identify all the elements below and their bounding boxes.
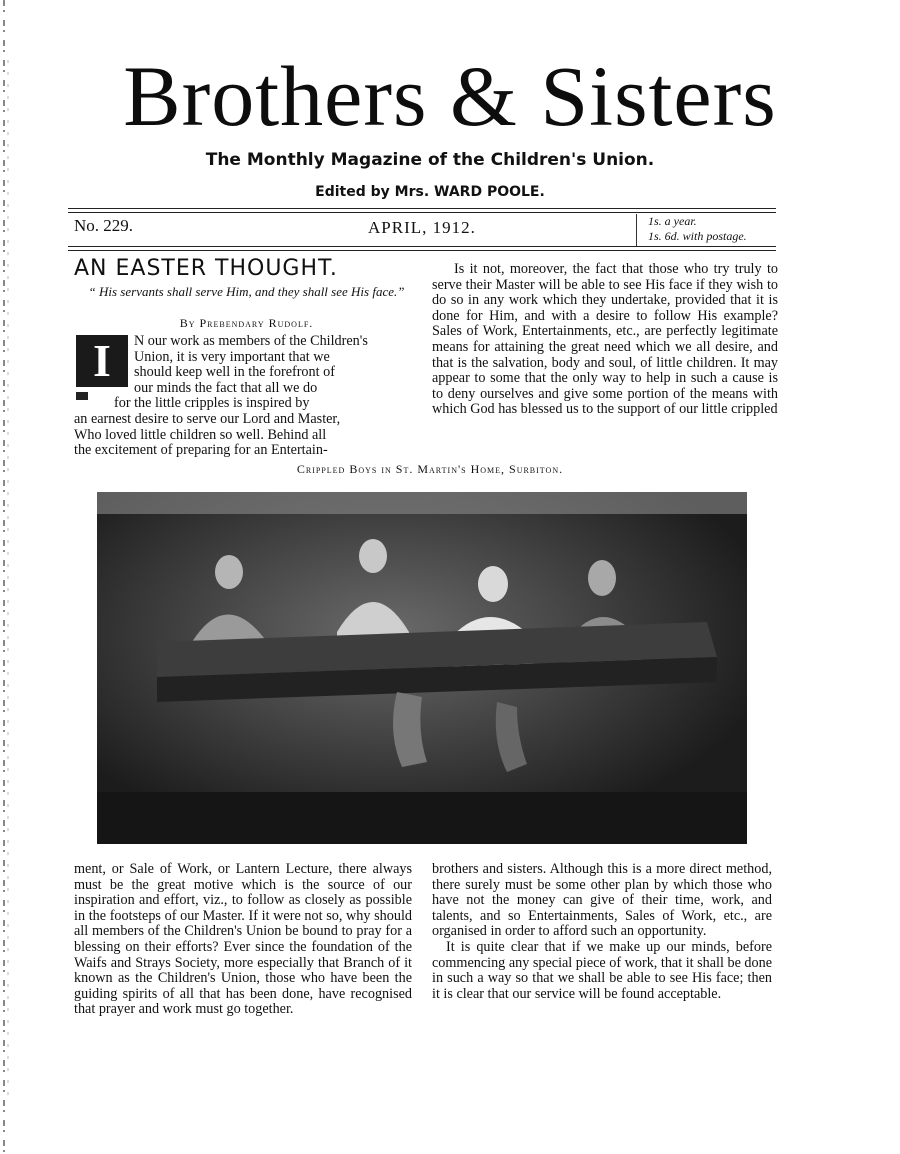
editor-line: Edited by Mrs. WARD POOLE. bbox=[315, 184, 545, 200]
article-column-right-top bbox=[432, 262, 778, 418]
bottom-rule bbox=[68, 246, 776, 247]
photograph-crippled-boys bbox=[97, 492, 747, 844]
article-column-left-bottom bbox=[74, 862, 412, 1018]
article-column-left-top bbox=[74, 334, 418, 459]
price-postage: 1s. 6d. with postage. bbox=[648, 229, 747, 243]
article-epigraph: “ His servants shall serve Him, and they shall see His face.” bbox=[88, 284, 405, 299]
scan-edge-artifact bbox=[0, 0, 12, 1154]
issue-date: APRIL, 1912. bbox=[368, 218, 476, 237]
text-line: for the little cripples is inspired by bbox=[114, 395, 310, 412]
price-yearly: 1s. a year. bbox=[648, 214, 697, 228]
paragraph: ment, or Sale of Work, or Lantern Lecture, there always must be the great motive which is the source of our inspiration and effort, viz., to follow as closely as possible in the footsteps of our Master. If it were not so, why should all members of the Children's Union be bound to pray for a blessing on their efforts? Ever since the foundation of the Waifs and Strays Society, more especially that Branch of it known as the Children's Union, those who have been the guiding spirits of all that has been done, have recognised that prayer and work must go together. bbox=[74, 861, 412, 1018]
photo-illustration bbox=[97, 492, 747, 844]
text-line: N our work as members of the Children's bbox=[134, 333, 368, 349]
issue-number: No. 229. bbox=[74, 216, 134, 235]
paragraph: It is quite clear that if we make up our minds, before commencing any special piece of work, that it shall be done in such a way so that we shall be able to see His face; then it is clear that our service will be found acceptable. bbox=[432, 938, 772, 1002]
text-line: an earnest desire to serve our Lord and Master, bbox=[74, 410, 341, 427]
bottom-rule-inner bbox=[68, 250, 776, 251]
text-line: Who loved little children so well. Behind all bbox=[74, 426, 327, 443]
article-headline: AN EASTER THOUGHT. bbox=[74, 256, 338, 281]
drop-cap: I bbox=[76, 335, 128, 387]
article-column-right-bottom bbox=[432, 862, 772, 1002]
top-rule-inner bbox=[68, 212, 776, 213]
masthead-subtitle: The Monthly Magazine of the Children's Union. bbox=[205, 150, 655, 170]
masthead-title: Brothers & Sisters bbox=[123, 48, 777, 144]
photo-caption: Crippled Boys in St. Martin's Home, Surbiton. bbox=[296, 462, 564, 476]
text-line: our minds the fact that all we do bbox=[134, 379, 318, 396]
text-line: should keep well in the forefront of bbox=[134, 364, 335, 381]
top-rule bbox=[68, 208, 776, 209]
price-divider bbox=[636, 214, 637, 246]
text-line: Union, it is very important that we bbox=[134, 348, 330, 365]
text-line: the excitement of preparing for an Entertain- bbox=[74, 442, 328, 459]
paragraph: brothers and sisters. Although this is a more direct method, there surely must be some other plan by which those who have not the money can give of their time, work, and talents, and so Entertainments, Sales of Work, etc., are organised in order to afford such an opportunity. bbox=[432, 861, 772, 940]
price-box bbox=[644, 214, 747, 244]
article-byline: By Prebendary Rudolf. bbox=[179, 316, 314, 330]
paragraph: Is it not, moreover, the fact that those who try truly to serve their Master will be able to see His face if they wish to do so in any work which they undertake, provided that it is done for Him, and with a desire to follow His example? Sales of Work, Entertainments, etc., are perfectly legitimate means for attaining the great need which we all desire, and that is the salvation, body and soul, of little children. It may appear to some that the only way to help in such a cause is to deny ourselves and give some portion of the means with which God has blessed us to the support of our little crippled bbox=[432, 261, 778, 418]
